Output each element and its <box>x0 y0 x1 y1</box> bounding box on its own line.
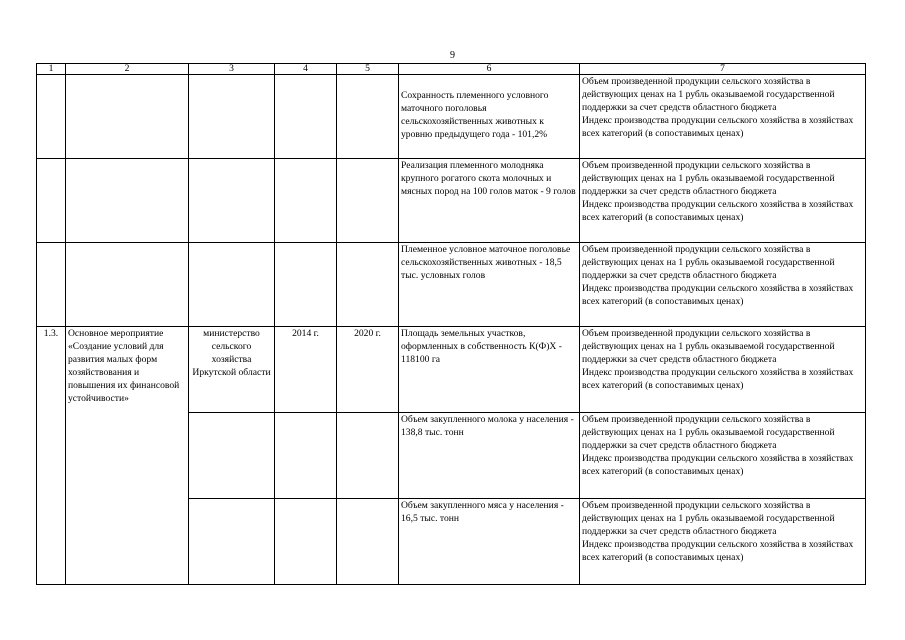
cell-executor <box>189 75 275 159</box>
column-number: 6 <box>399 64 580 75</box>
cell-indicator: Объем закупленного мяса у населения - 16,5 тыс. тонн <box>399 499 580 585</box>
column-number: 1 <box>37 64 66 75</box>
table-row <box>37 243 866 327</box>
target-indicator-output: Объем произведенной продукции сельского хозяйства в действующих ценах на 1 рубль оказываемой государственной поддержки за счет средств областного бюджета <box>582 76 835 113</box>
target-indicator-output: Объем произведенной продукции сельского хозяйства в действующих ценах на 1 рубль оказываемой государственной поддержки за счет средств областного бюджета <box>582 328 835 365</box>
target-indicator-output: Объем произведенной продукции сельского хозяйства в действующих ценах на 1 рубль оказываемой государственной поддержки за счет средств областного бюджета <box>582 414 835 451</box>
cell-indicator: Площадь земельных участков, оформленных в собственность К(Ф)Х - 118100 га <box>399 327 580 413</box>
cell-target-indicators <box>580 499 866 585</box>
cell-target-indicators <box>580 413 866 499</box>
cell-end-year <box>337 243 399 327</box>
cell-number <box>37 243 66 327</box>
cell-executor: министерство сельского хозяйства Иркутской области <box>189 327 275 413</box>
cell-end-year <box>337 75 399 159</box>
cell-number <box>37 159 66 243</box>
target-indicator-output: Объем произведенной продукции сельского хозяйства в действующих ценах на 1 рубль оказываемой государственной поддержки за счет средств областного бюджета <box>582 500 835 537</box>
cell-start-year <box>275 159 337 243</box>
cell-end-year <box>337 413 399 499</box>
target-indicator-output: Объем произведенной продукции сельского хозяйства в действующих ценах на 1 рубль оказываемой государственной поддержки за счет средств областного бюджета <box>582 160 835 197</box>
cell-start-year: 2014 г. <box>275 327 337 413</box>
target-indicator-index: Индекс производства продукции сельского хозяйства в хозяйствах всех категорий (в сопоставимых ценах) <box>582 452 854 477</box>
cell-measure <box>66 159 189 243</box>
cell-start-year <box>275 75 337 159</box>
column-number: 3 <box>189 64 275 75</box>
target-indicator-index: Индекс производства продукции сельского хозяйства в хозяйствах всех категорий (в сопоставимых ценах) <box>582 538 854 563</box>
cell-target-indicators <box>580 243 866 327</box>
cell-executor <box>189 499 275 585</box>
column-number: 2 <box>66 64 189 75</box>
cell-executor <box>189 413 275 499</box>
cell-target-indicators <box>580 327 866 413</box>
cell-start-year <box>275 499 337 585</box>
cell-indicator: Объем закупленного молока у населения - 138,8 тыс. тонн <box>399 413 580 499</box>
cell-measure: Основное мероприятие «Создание условий для развития малых форм хозяйствования и повышения их финансовой устойчивости» <box>66 327 189 585</box>
target-indicator-index: Индекс производства продукции сельского хозяйства в хозяйствах всех категорий (в сопоставимых ценах) <box>582 366 854 391</box>
cell-executor <box>189 243 275 327</box>
cell-measure <box>66 243 189 327</box>
measures-table <box>36 63 866 585</box>
cell-indicator: Сохранность племенного условного маточного поголовья сельскохозяйственных животных к уровню предыдущего года - 101,2% <box>399 75 580 159</box>
column-number: 5 <box>337 64 399 75</box>
page-number: 9 <box>450 50 455 61</box>
cell-start-year <box>275 413 337 499</box>
table-row <box>37 327 866 413</box>
target-indicator-output: Объем произведенной продукции сельского хозяйства в действующих ценах на 1 рубль оказываемой государственной поддержки за счет средств областного бюджета <box>582 244 835 281</box>
cell-end-year <box>337 159 399 243</box>
cell-end-year <box>337 499 399 585</box>
cell-number: 1.3. <box>37 327 66 585</box>
cell-start-year <box>275 243 337 327</box>
cell-target-indicators <box>580 159 866 243</box>
target-indicator-index: Индекс производства продукции сельского хозяйства в хозяйствах всех категорий (в сопоставимых ценах) <box>582 282 854 307</box>
column-number: 7 <box>580 64 866 75</box>
column-number-row <box>37 64 866 75</box>
table-row <box>37 159 866 243</box>
cell-measure <box>66 75 189 159</box>
target-indicator-index: Индекс производства продукции сельского хозяйства в хозяйствах всех категорий (в сопоставимых ценах) <box>582 114 854 139</box>
cell-indicator: Реализация племенного молодняка крупного рогатого скота молочных и мясных пород на 100 голов маток - 9 голов <box>399 159 580 243</box>
cell-end-year: 2020 г. <box>337 327 399 413</box>
target-indicator-index: Индекс производства продукции сельского хозяйства в хозяйствах всех категорий (в сопоставимых ценах) <box>582 198 854 223</box>
cell-indicator: Племенное условное маточное поголовье сельскохозяйственных животных - 18,5 тыс. условных голов <box>399 243 580 327</box>
cell-number <box>37 75 66 159</box>
column-number: 4 <box>275 64 337 75</box>
cell-executor <box>189 159 275 243</box>
cell-target-indicators <box>580 75 866 159</box>
table-row <box>37 75 866 159</box>
